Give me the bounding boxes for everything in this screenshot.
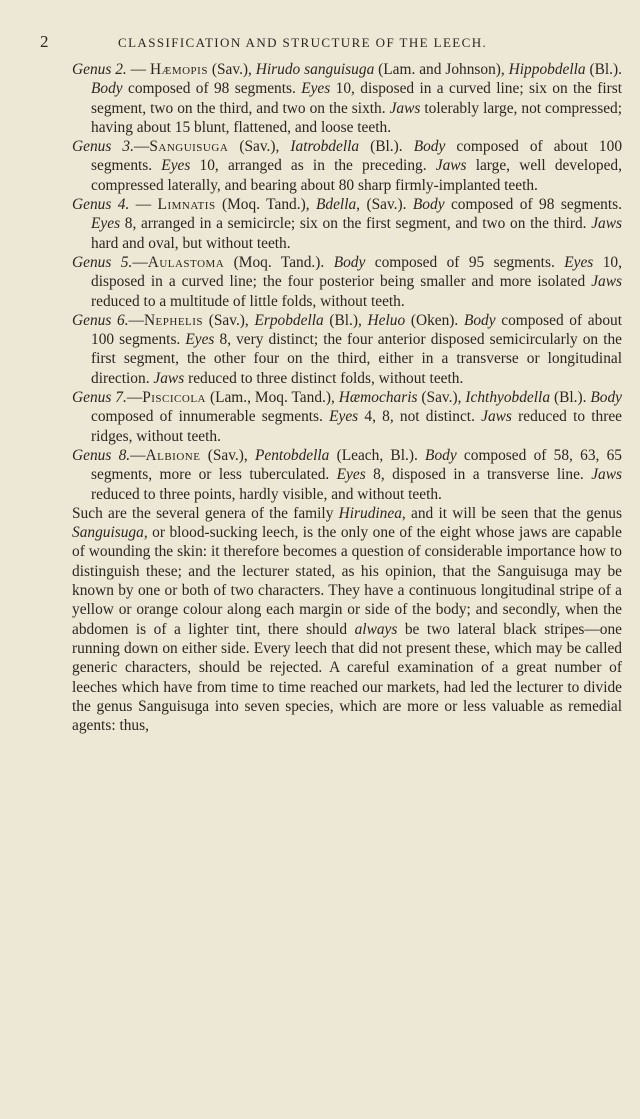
genus-name: Piscicola	[142, 389, 206, 407]
body-description: composed of 98 segments.	[450, 196, 622, 214]
genus-name: Albione	[145, 446, 201, 464]
genus-label: Genus 8.	[72, 446, 131, 464]
body-description: composed of about 100 segments.	[91, 138, 623, 175]
genus-label: Genus 6.	[72, 311, 129, 329]
genus-authority: (Sav.),	[203, 311, 255, 329]
jaws-label: Jaws	[153, 369, 185, 387]
eyes-description: 8, arranged in a semicircle; six on the first segment, and two on the third.	[124, 215, 592, 233]
synonym-authority: (Sav.),	[417, 389, 466, 407]
eyes-label: Eyes	[161, 157, 191, 175]
genus-synonym: Ichthyobdella	[465, 389, 551, 407]
genus-entry-7: Genus 7.—Piscicola (Lam., Moq. Tand.), Hæmocharis (Sav.), Ichthyobdella (Bl.). Body composed of innumerable segments. Eyes 4, 8, not distinct. Jaws reduced to three ridges, without teeth.	[72, 389, 623, 445]
eyes-description: 8, disposed in a transverse line.	[373, 466, 592, 484]
genus-synonym: Heluo	[367, 311, 406, 329]
genus-label: Genus 3.	[72, 138, 134, 156]
eyes-label: Eyes	[185, 331, 215, 349]
body-description: composed of about 100 segments.	[91, 311, 622, 349]
genus-entry-8: Genus 8.—Albione (Sav.), Pentobdella (Leach, Bl.). Body composed of 58, 63, 65 segments, more or less tuberculated. Eyes 8, disposed in a transverse line. Jaws reduced to three points, hardly visible, and without teeth.	[72, 446, 623, 503]
eyes-description: 4, 8, not distinct.	[364, 408, 482, 426]
jaws-description: reduced to three ridges, without teeth.	[91, 408, 623, 445]
eyes-description: 10, arranged as in the preceding.	[199, 157, 436, 175]
genus-synonym: Hippobdella	[508, 61, 586, 78]
body-label: Body	[590, 389, 623, 407]
eyes-description: 10, disposed in a curved line; six on the first segment, two on the third, and two on the sixth.	[91, 80, 622, 117]
genus-name: Nephelis	[143, 311, 204, 329]
genus-name: Sanguisuga	[149, 138, 229, 156]
genus-authority: (Sav.),	[228, 138, 291, 156]
emphasis-always: always	[354, 620, 398, 638]
synonym-authority: (Leach, Bl.).	[329, 446, 426, 464]
genus-name: Aulastoma	[147, 253, 225, 271]
synonym-authority: (Oken).	[405, 311, 464, 329]
genus-synonym: Pentobdella	[255, 446, 330, 464]
running-head: CLASSIFICATION AND STRUCTURE OF THE LEECH.	[118, 35, 488, 50]
body-description: composed of 95 segments.	[374, 253, 565, 271]
jaws-description: hard and oval, but without teeth.	[91, 234, 291, 252]
eyes-label: Eyes	[336, 466, 366, 484]
body-label: Body	[413, 138, 446, 156]
jaws-description: reduced to a multitude of little folds, without teeth.	[91, 292, 405, 310]
eyes-label: Eyes	[301, 80, 331, 98]
genus-synonym: Hæmocharis	[338, 389, 418, 407]
body-description: composed of innumerable segments.	[91, 408, 330, 426]
genus-label: Genus 4.	[72, 196, 130, 214]
eyes-label: Eyes	[564, 253, 594, 271]
genus-entry-5: Genus 5.—Aulastoma (Moq. Tand.). Body composed of 95 segments. Eyes 10, disposed in a curved line; the four posterior being smaller and more isolated Jaws reduced to a multitude of little folds, without teeth.	[72, 253, 622, 310]
synonym-authority: (Bl.).	[550, 389, 591, 407]
genus-synonym: Hirudo sanguisuga	[255, 61, 375, 78]
synonym-authority: , (Sav.).	[356, 196, 413, 214]
jaws-label: Jaws	[389, 99, 421, 117]
page-body	[72, 60, 622, 735]
eyes-description: 8, very distinct; the four anterior disposed semicircularly on the first segment, the other four on the third, either in a transverse or longitudinal direction.	[91, 331, 622, 387]
closing-text-4: be two lateral black stripes—one running down on either side. Every leech that did not present these, which may be called generic characters, should be rejected. A careful examination of a great number of leeches which have from time to time reached our markets, had led the lecturer to divide the genus Sanguisuga into seven species, which are more or less valuable as remedial agents: thus,	[72, 620, 623, 735]
genus-label: Genus 7.	[72, 389, 127, 407]
body-label: Body	[463, 311, 496, 329]
jaws-label: Jaws	[481, 408, 512, 426]
genus-authority: (Sav.),	[207, 61, 256, 78]
page-number: 2	[40, 32, 49, 51]
genus-synonym: Erpobdella	[254, 311, 324, 329]
genus-label: Genus 2.	[72, 61, 127, 78]
genus-authority: (Lam., Moq. Tand.),	[206, 389, 339, 407]
body-label: Body	[91, 80, 123, 98]
genus-entry-2: Genus 2. — Hæmopis (Sav.), Hirudo sanguisuga (Lam. and Johnson), Hippobdella (Bl.). Body composed of 98 segments. Eyes 10, disposed in a curved line; six on the first segment, two on the third, and two on the sixth. Jaws tolerably large, not compressed; having about 15 blunt, flattened, and loose teeth.	[72, 61, 622, 136]
genus-entry-4: Genus 4. — Limnatis (Moq. Tand.), Bdella, (Sav.). Body composed of 98 segments. Eyes 8, arranged in a semicircle; six on the first segment, and two on the third. Jaws hard and oval, but without teeth.	[72, 196, 622, 252]
genus-entry-3: Genus 3.—Sanguisuga (Sav.), Iatrobdella (Bl.). Body composed of about 100 segments. Eyes 10, arranged as in the preceding. Jaws large, well developed, compressed laterally, and bearing about 80 sharp firmly-implanted teeth.	[72, 138, 623, 194]
genus-entry-6: Genus 6.—Nephelis (Sav.), Erpobdella (Bl.), Heluo (Oken). Body composed of about 100 segments. Eyes 8, very distinct; the four anterior disposed semicircularly on the first segment, the other four on the third, either in a transverse or longitudinal direction. Jaws reduced to three distinct folds, without teeth.	[72, 311, 622, 387]
synonym-authority: (Bl.).	[585, 61, 622, 78]
genus-authority: (Moq. Tand.),	[215, 196, 316, 214]
eyes-label: Eyes	[329, 408, 359, 426]
genus-synonym: Iatrobdella	[290, 138, 360, 156]
synonym-authority: (Bl.).	[359, 138, 414, 156]
page-header	[0, 32, 640, 52]
closing-text-3: , or blood-sucking leech, is the only one of the eight whose jaws are capable of wounding the skin: it therefore becomes a question of considerable importance how to distinguish these; and the lecturer stated, as his opinion, that the Sanguisuga may be known by one or both of two characters. They have a continuous longitudinal stripe of a yellow or orange colour along each margin or side of the body; and secondly, when the abdomen is of a lighter tint, there should	[72, 524, 622, 638]
body-description: composed of 58, 63, 65 segments, more or less tuberculated.	[91, 446, 623, 484]
body-label: Body	[412, 196, 445, 214]
body-description: composed of 98 segments.	[128, 80, 302, 98]
closing-text-1: Such are the several genera of the family	[72, 504, 339, 522]
jaws-label: Jaws	[435, 157, 467, 175]
jaws-label: Jaws	[591, 215, 622, 233]
jaws-description: reduced to three points, hardly visible, and without teeth.	[91, 485, 442, 503]
genus-name-inline: Sanguisuga	[72, 524, 144, 542]
synonym-authority: (Lam. and Johnson),	[374, 61, 509, 78]
genus-authority: (Sav.),	[200, 446, 255, 464]
closing-text-2: , and it will be seen that the genus	[401, 504, 622, 522]
eyes-description: 10, disposed in a curved line; the four posterior being smaller and more isolated	[91, 253, 622, 291]
jaws-label: Jaws	[591, 273, 622, 291]
body-label: Body	[333, 253, 366, 271]
jaws-description: reduced to three distinct folds, without teeth.	[188, 369, 464, 387]
genus-authority: (Moq. Tand.).	[224, 253, 334, 271]
jaws-description: large, well developed, compressed laterally, and bearing about 80 sharp firmly-implanted teeth.	[91, 157, 622, 194]
genus-name: Hæmopis	[149, 61, 208, 78]
body-label: Body	[425, 446, 457, 464]
eyes-label: Eyes	[91, 215, 121, 233]
genus-name: Limnatis	[157, 196, 216, 214]
genus-synonym: Bdella	[315, 196, 357, 214]
synonym-authority: (Bl.),	[323, 311, 368, 329]
jaws-description: tolerably large, not compressed; having about 15 blunt, flattened, and loose teeth.	[91, 99, 622, 136]
jaws-label: Jaws	[591, 466, 622, 484]
family-name: Hirudinea	[338, 504, 402, 522]
genus-label: Genus 5.	[72, 253, 133, 271]
closing-paragraph	[72, 504, 622, 736]
